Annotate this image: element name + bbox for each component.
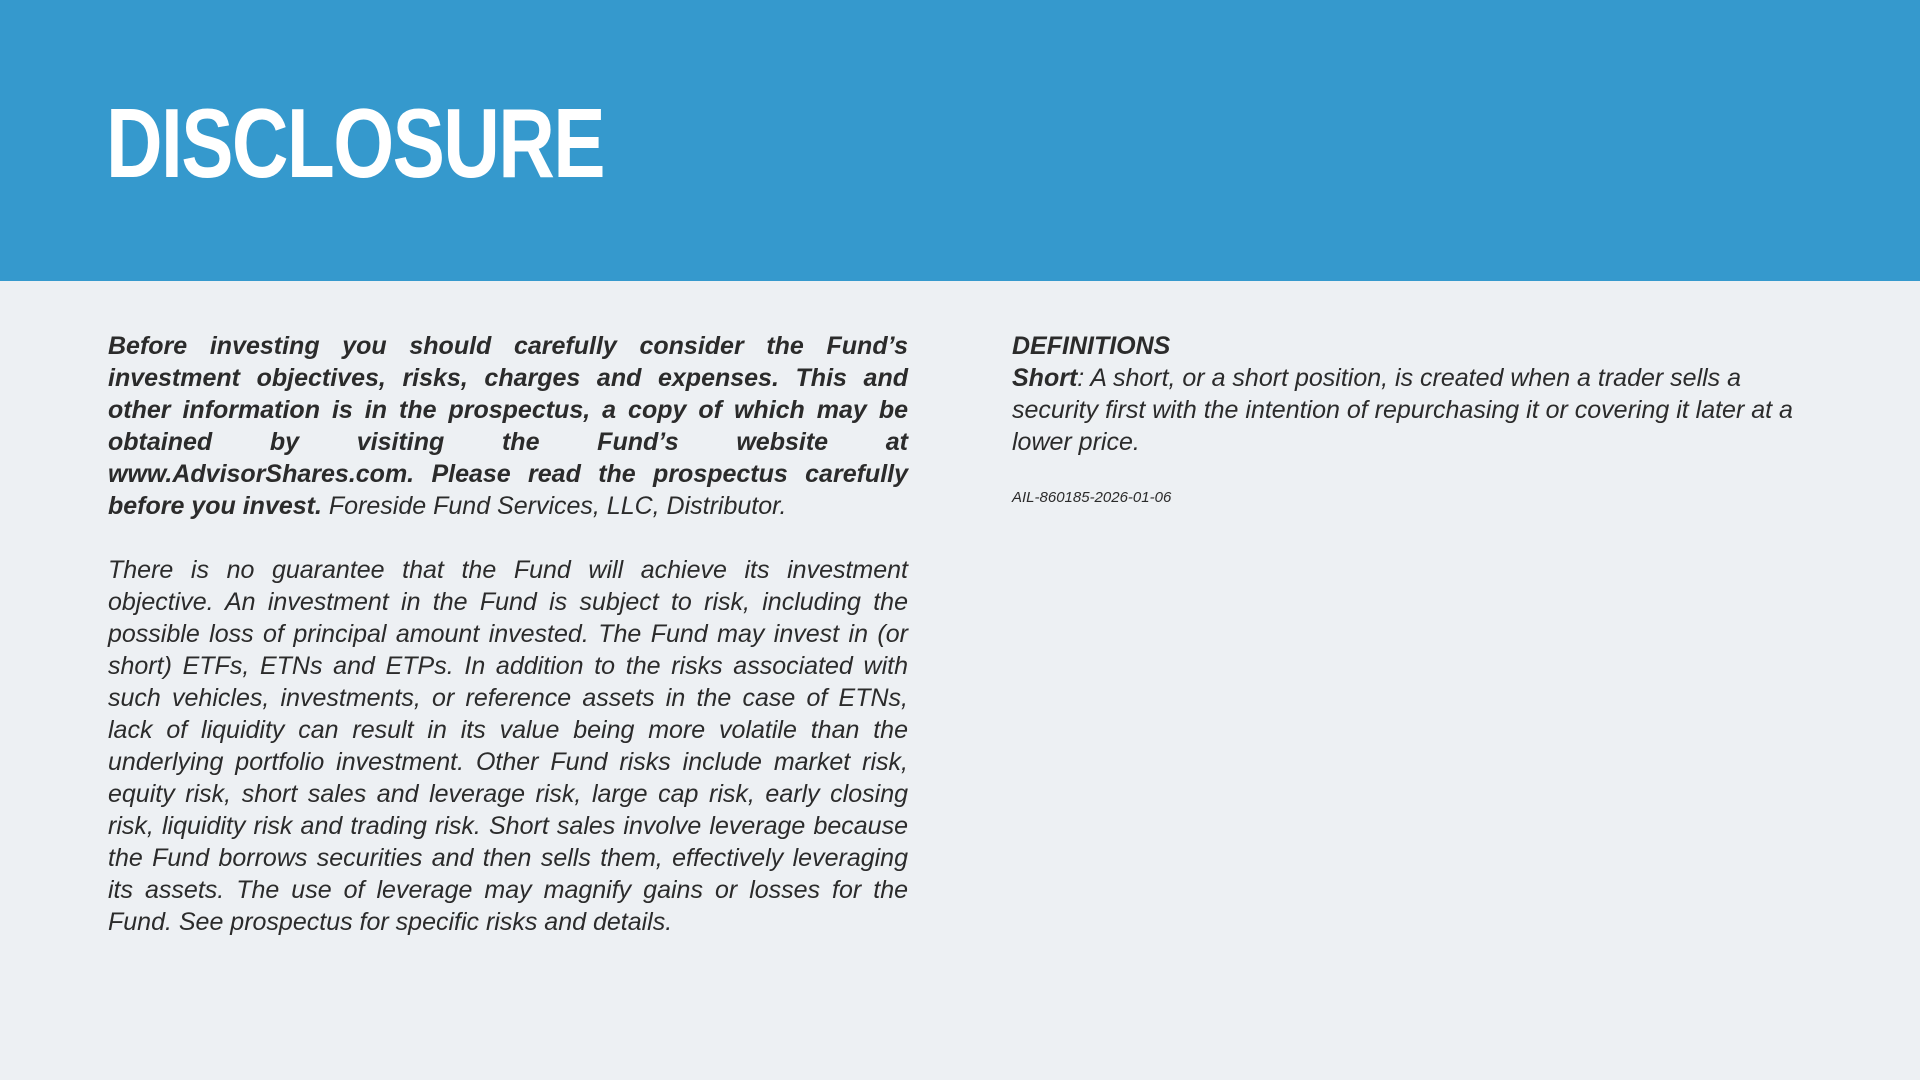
prospectus-notice	[108, 330, 908, 522]
document-code: AIL-860185-2026-01-06	[1012, 489, 1172, 506]
page-title: DISCLOSURE	[106, 88, 605, 198]
risk-paragraph: There is no guarantee that the Fund will achieve its investment objective. An investment in the Fund is subject to risk, including the possible loss of principal amount invested. The Fund may invest in (or short) ETFs, ETNs and ETPs. In addition to the risks associated with such vehicles, investments, or reference assets in the case of ETNs, lack of liquidity can result in its value being more volatile than the underlying portfolio investment. Other Fund risks include market risk, equity risk, short sales and leverage risk, large cap risk, early closing risk, liquidity risk and trading risk. Short sales involve leverage because the Fund borrows securities and then sells them, effectively leveraging its assets. The use of leverage may magnify gains or losses for the Fund. See prospectus for specific risks and details.	[108, 556, 908, 936]
definitions-column	[1012, 330, 1812, 508]
header-banner	[0, 0, 1920, 281]
definition-term: Short	[1012, 364, 1078, 392]
disclosure-column	[108, 330, 908, 938]
definition-text: : A short, or a short position, is created when a trader sells a security first with the intention of repurchasing it or covering it later at a lower price.	[1012, 364, 1793, 456]
prospectus-notice-bold: Before investing you should carefully consider the Fund’s investment objectives, risks, charges and expenses. This and other information is in the prospectus, a copy of which may be obtained by visiting the Fund’s website at www.AdvisorShares.com. Please read the prospectus carefully before you invest.	[108, 332, 908, 520]
definition-short	[1012, 362, 1812, 458]
distributor-text: Foreside Fund Services, LLC, Distributor.	[321, 492, 787, 520]
definitions-heading: DEFINITIONS	[1012, 332, 1171, 360]
